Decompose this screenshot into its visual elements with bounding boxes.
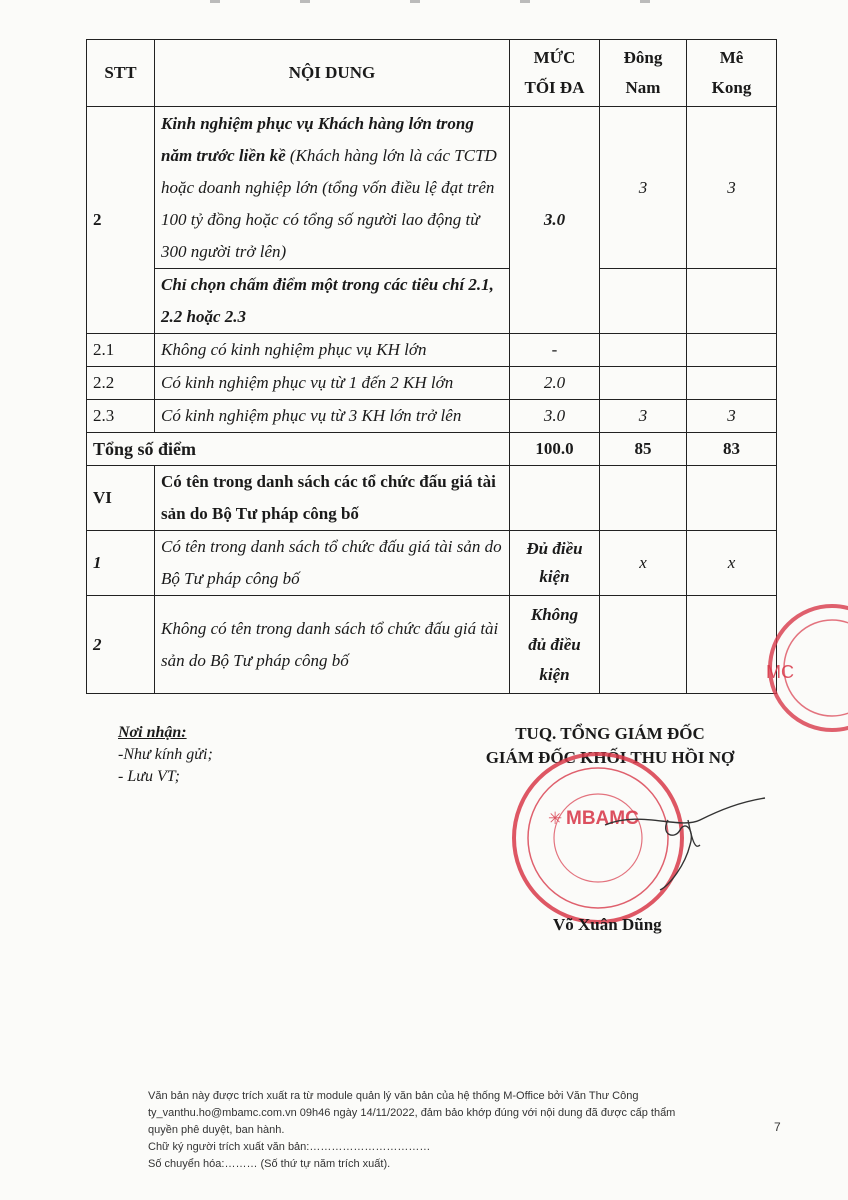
- row-dong-nam: 3: [600, 400, 687, 433]
- row-dong-nam: [600, 596, 687, 694]
- handwritten-signature-icon: [600, 790, 770, 900]
- recipient-line: -Như kính gửi;: [118, 746, 213, 763]
- table-row: [87, 334, 777, 367]
- row-max: -: [510, 334, 600, 367]
- header-muc-toi-da: MỨC TỐI ĐA: [510, 40, 600, 107]
- header-me-kong: Mê Kong: [687, 40, 777, 107]
- row-stt: 2: [87, 596, 155, 694]
- row-max: Không đủ điều kiện: [510, 596, 600, 694]
- row-stt: 2: [87, 107, 155, 334]
- row-max: Đủ điều kiện: [510, 531, 600, 596]
- section-row: [87, 466, 777, 531]
- header-stt: STT: [87, 40, 155, 107]
- recipient-line: - Lưu VT;: [118, 768, 180, 785]
- svg-text:✳: ✳: [548, 809, 563, 828]
- row-content: Có kinh nghiệm phục vụ từ 1 đến 2 KH lớn: [155, 367, 510, 400]
- table-row: [87, 107, 777, 269]
- row-content: Không có kinh nghiệm phục vụ KH lớn: [155, 334, 510, 367]
- signer-name: Võ Xuân Dũng: [553, 915, 662, 934]
- total-row: [87, 433, 777, 466]
- scoring-table: [86, 39, 777, 694]
- table-row: [87, 596, 777, 694]
- footer-note: Văn bản này được trích xuất ra từ module quản lý văn bản của hệ thống M-Office bởi Văn Thư Công ty_vanthu.ho@mbamc.com.vn 09h46 ngày 14/11/2022, đảm bảo khớp đúng với nội dung đã được cấp thẩm quyền phê duyệt, ban hành. Chữ ký người trích xuất văn bản:…………………………… Số chuyển hóa:……… (Số thứ tự năm trích xuất).: [148, 1090, 676, 1170]
- empty-cell: [600, 466, 687, 531]
- row-me-kong: 3: [687, 400, 777, 433]
- sign-position: GIÁM ĐỐC KHỐI THU HỒI NỢ: [485, 748, 735, 767]
- seal-brand: MBAMC: [566, 808, 639, 829]
- table-row: [87, 531, 777, 596]
- empty-cell: [687, 466, 777, 531]
- section-stt: VI: [87, 466, 155, 531]
- row-stt: 2.2: [87, 367, 155, 400]
- row-content: Có kinh nghiệm phục vụ từ 3 KH lớn trở lên: [155, 400, 510, 433]
- empty-cell: [510, 466, 600, 531]
- row-stt: 2.3: [87, 400, 155, 433]
- table-row: [87, 400, 777, 433]
- table-row-note: [87, 269, 777, 334]
- row-dong-nam: [600, 334, 687, 367]
- row-stt: 1: [87, 531, 155, 596]
- row-stt: 2.1: [87, 334, 155, 367]
- total-label: Tổng số điểm: [87, 433, 510, 466]
- header-noi-dung: NỘI DUNG: [155, 40, 510, 107]
- row-me-kong: [687, 334, 777, 367]
- row-content: Kinh nghiệm phục vụ Khách hàng lớn trong năm trước liền kề (Khách hàng lớn là các TCTD hoặc doanh nghiệp lớn (tổng vốn điều lệ đạt trên 100 tỷ đồng hoặc có tổng số người lao động từ 300 người trở lên): [155, 107, 510, 269]
- row-max: 3.0: [510, 107, 600, 334]
- row-content: Không có tên trong danh sách tổ chức đấu giá tài sản do Bộ Tư pháp công bố: [155, 596, 510, 694]
- total-max: 100.0: [510, 433, 600, 466]
- row-max: 2.0: [510, 367, 600, 400]
- empty-cell: [687, 269, 777, 334]
- row-content: Có tên trong danh sách tổ chức đấu giá tài sản do Bộ Tư pháp công bố: [155, 531, 510, 596]
- table-header-row: [87, 40, 777, 107]
- svg-text:MC: MC: [766, 662, 794, 682]
- page-number: 7: [774, 1120, 781, 1134]
- total-me-kong: 83: [687, 433, 777, 466]
- sign-authority: TUQ. TỔNG GIÁM ĐỐC: [515, 724, 705, 743]
- row-me-kong: [687, 367, 777, 400]
- empty-cell: [600, 269, 687, 334]
- row-dong-nam: 3: [600, 107, 687, 269]
- scan-edge-marks: [0, 0, 848, 8]
- section-content: Có tên trong danh sách các tổ chức đấu giá tài sản do Bộ Tư pháp công bố: [155, 466, 510, 531]
- row-note: Chỉ chọn chấm điểm một trong các tiêu chí 2.1, 2.2 hoặc 2.3: [155, 269, 510, 334]
- recipients-title: Nơi nhận:: [118, 724, 187, 741]
- partial-stamp-icon: [762, 598, 848, 738]
- total-dong-nam: 85: [600, 433, 687, 466]
- row-dong-nam: x: [600, 531, 687, 596]
- row-me-kong: 3: [687, 107, 777, 269]
- header-dong-nam: Đông Nam: [600, 40, 687, 107]
- recipients-block: [118, 722, 213, 788]
- row-me-kong: x: [687, 531, 777, 596]
- row-dong-nam: [600, 367, 687, 400]
- table-row: [87, 367, 777, 400]
- row-max: 3.0: [510, 400, 600, 433]
